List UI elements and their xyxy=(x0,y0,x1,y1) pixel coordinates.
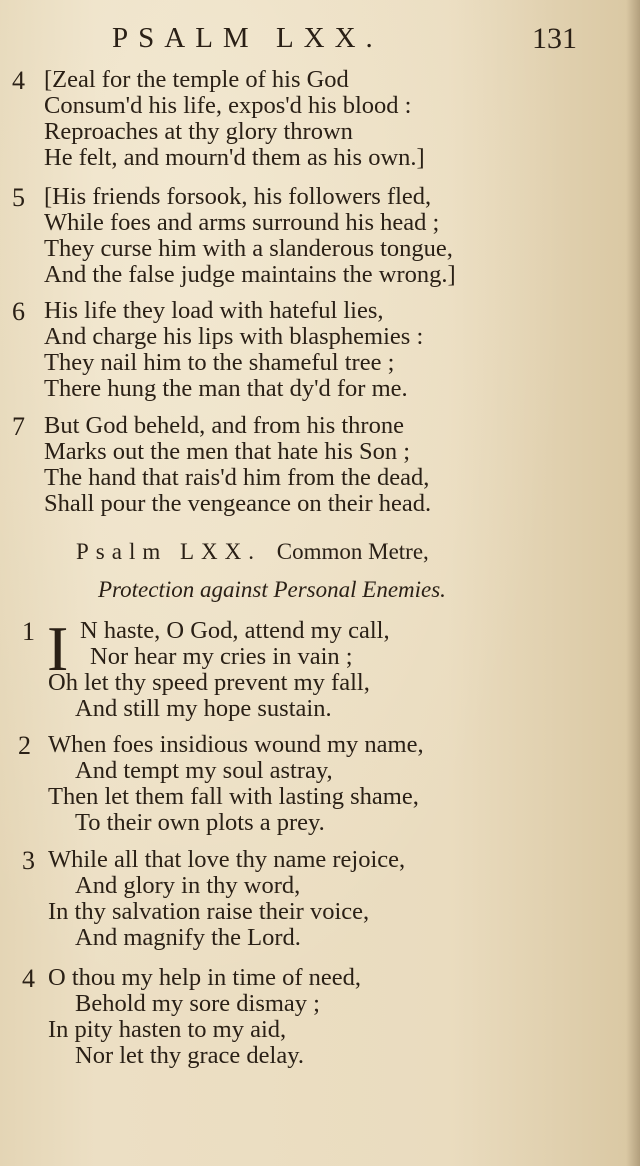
verse-line: [Zeal for the temple of his God xyxy=(44,66,349,93)
verse-line: [His friends forsook, his followers fled, xyxy=(44,183,432,210)
verse-line: Reproaches at thy glory thrown xyxy=(44,118,353,145)
verse-line: They nail him to the shameful tree ; xyxy=(44,349,395,376)
verse-line: And charge his lips with blasphemies : xyxy=(44,323,424,350)
verse-line: But God beheld, and from his throne xyxy=(44,412,404,439)
verse-line: They curse him with a slanderous tongue, xyxy=(44,235,453,262)
verse-line: Shall pour the vengeance on their head. xyxy=(44,490,432,517)
verse-line: While all that love thy name rejoice, xyxy=(48,846,406,873)
verse-line: While foes and arms surround his head ; xyxy=(44,209,440,236)
verse-line: And tempt my soul astray, xyxy=(75,757,333,784)
psalm-subtitle: Protection against Personal Enemies. xyxy=(98,577,446,602)
drop-cap: I xyxy=(47,613,69,684)
verse-line: N haste, O God, attend my call, xyxy=(80,617,390,644)
verse-line: To their own plots a prey. xyxy=(75,809,325,836)
verse-line: And the false judge maintains the wrong.] xyxy=(44,261,456,288)
verse-line: Consum'd his life, expos'd his blood : xyxy=(44,92,412,119)
verse-number: 6 xyxy=(12,297,25,326)
verse-line: Then let them fall with lasting shame, xyxy=(48,783,419,810)
page-edge-shadow xyxy=(626,0,640,1166)
verse-number: 2 xyxy=(18,731,31,760)
verse-line: His life they load with hateful lies, xyxy=(44,297,384,324)
running-head: PSALM LXX. xyxy=(112,22,383,54)
verse-line: And glory in thy word, xyxy=(75,872,301,899)
psalm-title xyxy=(76,539,429,565)
verse-line: And still my hope sustain. xyxy=(75,695,332,722)
verse-line: In thy salvation raise their voice, xyxy=(48,898,370,925)
verse-number: 7 xyxy=(12,412,25,441)
verse-line: Behold my sore dismay ; xyxy=(75,990,320,1017)
verse-line: Nor hear my cries in vain ; xyxy=(90,643,353,670)
verse-number: 4 xyxy=(22,964,35,993)
psalm-metre: Common Metre, xyxy=(276,539,429,564)
verse-line: And magnify the Lord. xyxy=(75,924,301,951)
verse-number: 4 xyxy=(12,66,25,95)
verse-line: There hung the man that dy'd for me. xyxy=(44,375,408,402)
verse-line: Marks out the men that hate his Son ; xyxy=(44,438,411,465)
verse-number: 5 xyxy=(12,183,25,212)
verse-line: O thou my help in time of need, xyxy=(48,964,361,991)
verse-number: 1 xyxy=(22,617,35,646)
psalm-number-title: Psalm LXX. xyxy=(76,539,261,564)
verse-line: Nor let thy grace delay. xyxy=(75,1042,305,1069)
verse-line: Oh let thy speed prevent my fall, xyxy=(48,669,370,696)
verse-line: When foes insidious wound my name, xyxy=(48,731,424,758)
page-number: 131 xyxy=(532,22,577,55)
page-header xyxy=(0,22,640,62)
verse-number: 3 xyxy=(22,846,35,875)
verse-line: He felt, and mourn'd them as his own.] xyxy=(44,144,425,171)
verse-line: The hand that rais'd him from the dead, xyxy=(44,464,430,491)
verse-line: In pity hasten to my aid, xyxy=(48,1016,287,1043)
